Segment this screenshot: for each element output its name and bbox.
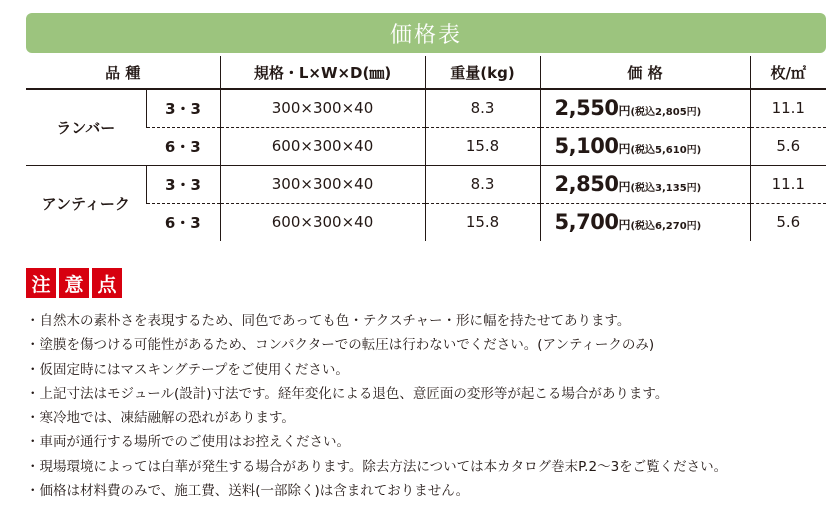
price-tax-included: (税込2,805円) [630,107,702,119]
notes-list [26,309,836,503]
price-tax-included: (税込5,610円) [630,145,702,156]
price-table-title: 価格表 [26,13,826,53]
note-item: ・自然木の素朴さを表現するため、同色であっても色・テクスチャー・形に幅を持たせてあります。 [26,313,631,329]
per-m2-value: 11.1 [750,89,826,127]
note-item: ・上記寸法はモジュール(設計)寸法です。経年変化による退色、意匠面の変形等が起こる場合があります。 [26,385,669,402]
header-spec: 規格・L×W×D(㎜) [220,56,425,89]
size-code: 6・3 [146,203,220,241]
price-table [26,56,826,241]
size-code: 3・3 [146,89,220,127]
product-name: アンティーク [26,165,146,241]
product-name: ランバー [26,89,146,165]
per-m2-value: 5.6 [750,127,826,165]
note-item: ・塗膜を傷つける可能性があるため、コンパクターでの転圧は行わないでください。(アンティークのみ) [26,337,655,354]
price-amount: 2,550 [554,96,619,121]
weight-value: 8.3 [425,89,540,127]
price-amount: 5,700 [554,210,619,235]
note-item: ・現場環境によっては白華が発生する場合があります。除去方法については本カタログ巻末P.2〜3をご覧ください。 [26,458,728,475]
spec-value: 600×300×40 [220,127,425,165]
per-m2-value: 11.1 [750,165,826,203]
table-row [26,127,826,165]
size-code: 3・3 [146,165,220,203]
price-yen: 円 [618,180,631,194]
price-yen: 円 [618,218,631,233]
header-per-m2: 枚/㎡ [750,56,826,89]
attention-char: 点 [92,268,122,298]
per-m2-value: 5.6 [750,203,826,241]
table-row [26,165,826,203]
note-item: ・価格は材料費のみで、施工費、送料(一部除く)は含まれておりません。 [26,483,470,500]
weight-value: 15.8 [425,127,540,165]
price-value [540,203,750,241]
attention-heading [26,268,122,298]
weight-value: 15.8 [425,203,540,241]
price-amount: 2,850 [554,172,619,196]
header-price: 価 格 [540,56,750,89]
size-code: 6・3 [146,127,220,165]
header-weight: 重量(kg) [425,56,540,89]
spec-value: 600×300×40 [220,203,425,241]
header-product: 品 種 [26,56,220,89]
price-tax-included: (税込6,270円) [630,221,702,233]
price-yen: 円 [618,142,631,156]
note-item: ・車両が通行する場所でのご使用はお控えください。 [26,434,350,451]
price-value [540,89,750,127]
price-value [540,165,750,203]
table-row [26,203,826,241]
price-value [540,127,750,165]
attention-char: 注 [26,268,56,298]
spec-value: 300×300×40 [220,89,425,127]
attention-char: 意 [59,268,89,298]
table-header-row [26,56,826,89]
spec-value: 300×300×40 [220,165,425,203]
price-yen: 円 [618,104,631,119]
price-amount: 5,100 [554,134,619,158]
note-item: ・仮固定時にはマスキングテープをご使用ください。 [26,361,349,378]
price-tax-included: (税込3,135円) [630,183,702,194]
weight-value: 8.3 [425,165,540,203]
note-item: ・寒冷地では、凍結融解の恐れがあります。 [26,410,295,427]
table-row [26,89,826,127]
